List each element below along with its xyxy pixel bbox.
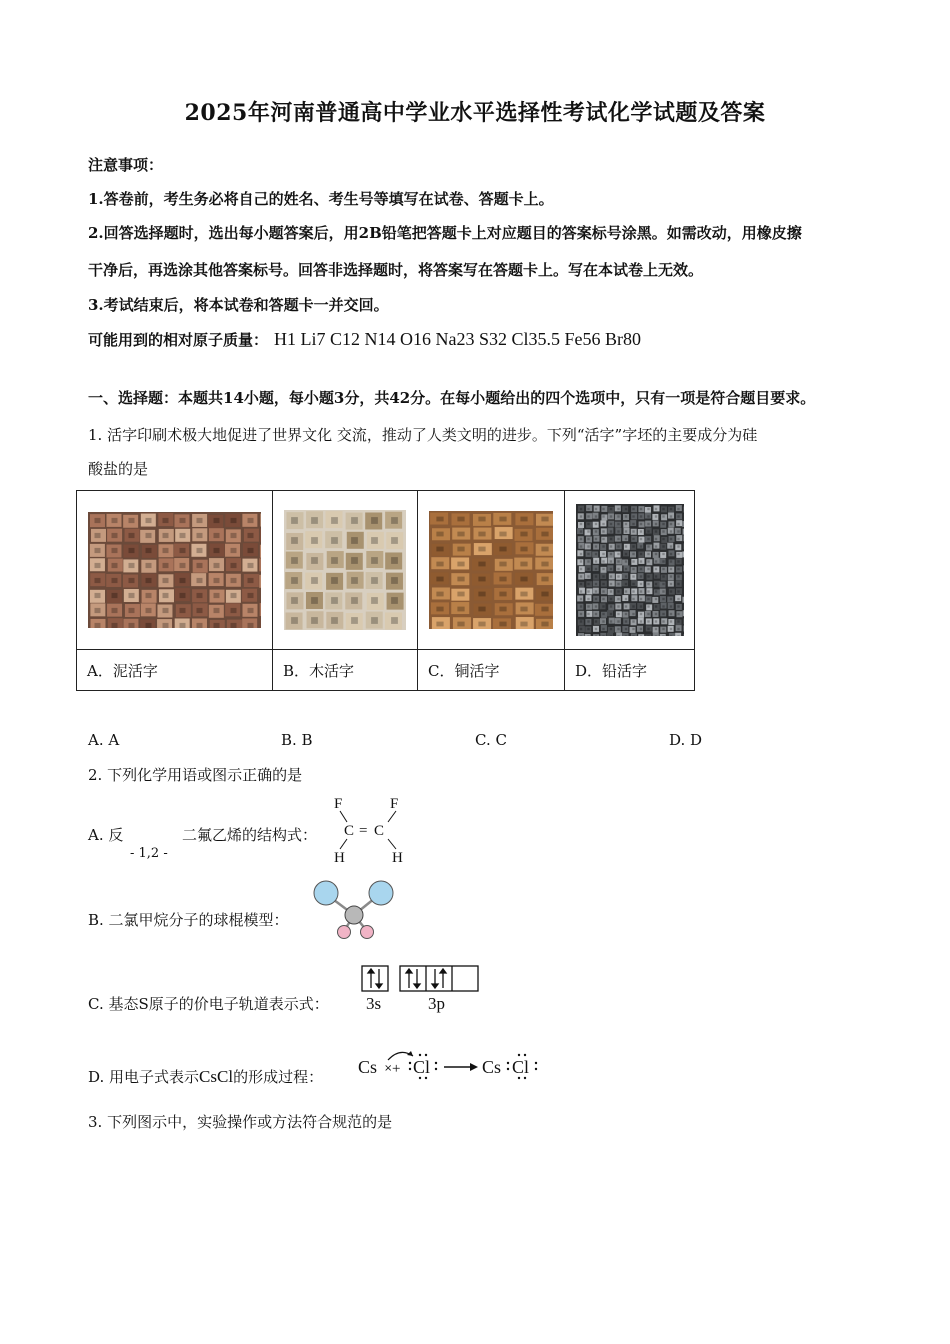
q1-stem-line1: 1. 活字印刷术极大地促进了世界文化 交流，推动了人类文明的进步。下列“活字”字坯的主要成分为硅 — [88, 426, 758, 444]
notice-item-3: 3.考试结束后，将本试卷和答题卡一并交回。 — [88, 296, 389, 314]
option-d-image-cell — [565, 491, 695, 650]
notice-item-2: 2.回答选择题时，选出每小题答案后，用2B铅笔把答题卡上对应题目的答案标号涂黑。如需改动，用橡皮擦 — [88, 224, 802, 242]
plus-sign: + — [392, 1061, 401, 1077]
atom-h-right: H — [392, 850, 403, 866]
right-cs: Cs — [482, 1057, 502, 1077]
q2-option-a-prefix: A. 反 — [88, 826, 124, 844]
atom-c-left: C — [344, 823, 355, 839]
choice-a[interactable]: A. A — [88, 731, 120, 749]
q2-option-d — [88, 1066, 323, 1087]
atom-f-right: F — [390, 796, 399, 812]
cl-atom-left — [314, 881, 338, 905]
notice-heading: 注意事项： — [88, 156, 164, 174]
h-atom-left — [338, 926, 351, 939]
option-b-image-cell — [273, 491, 418, 650]
atomic-masses-label: 可能用到的相对原子质量： — [88, 331, 269, 349]
q2-option-d-formula: CsCl — [199, 1067, 234, 1086]
option-c-image-cell — [418, 491, 565, 650]
section-heading: 一、选择题：本题共14小题，每小题3分，共42分。在每小题给出的四个选项中，只有一项是符合题目要求。 — [88, 389, 816, 407]
wood-type-image — [284, 510, 406, 630]
choice-b[interactable]: B. B — [281, 731, 313, 749]
left-cs: Cs — [358, 1057, 378, 1077]
orbital-label-3s: 3s — [366, 994, 382, 1013]
sulfur-orbital-diagram — [360, 964, 484, 1016]
difluoroethene-structure — [326, 792, 416, 868]
orbital-label-3p: 3p — [428, 994, 445, 1013]
q3-stem: 3. 下列图示中，实验操作或方法符合规范的是 — [88, 1113, 393, 1131]
q2-option-d-prefix: D. 用电子式表示 — [88, 1068, 200, 1086]
copper-type-image — [429, 511, 553, 629]
q1-stem-line2: 酸盐的是 — [88, 460, 149, 478]
cl-atom-right — [369, 881, 393, 905]
atom-f-left: F — [334, 796, 343, 812]
atom-c-right: C — [374, 823, 385, 839]
q2-option-b-text: B. 二氯甲烷分子的球棍模型： — [88, 911, 289, 929]
option-c-label: C．铜活字 — [418, 650, 565, 691]
dichloromethane-ball-stick-model — [310, 878, 400, 942]
lead-type-image — [576, 504, 684, 636]
atomic-masses-values: H1 Li7 C12 N14 O16 Na23 S32 Cl35.5 Fe56 Br80 — [274, 329, 642, 349]
cscl-formation-diagram — [356, 1046, 542, 1086]
q2-option-a-sub: - 1,2 - — [130, 846, 168, 861]
h-atom-right — [361, 926, 374, 939]
q2-option-c-text: C. 基态S原子的价电子轨道表示式： — [88, 995, 329, 1013]
clay-type-image — [88, 512, 261, 628]
q2-stem: 2. 下列化学用语或图示正确的是 — [88, 766, 303, 784]
atomic-masses — [88, 329, 878, 350]
notice-item-1: 1.答卷前，考生务必将自己的姓名、考生号等填写在试卷、答题卡上。 — [88, 190, 554, 208]
notice-item-2-cont: 干净后，再选涂其他答案标号。回答非选择题时，将答案写在答题卡上。写在本试卷上无效。 — [88, 261, 704, 279]
page-title: 2025年河南普通高中学业水平选择性考试化学试题及答案 — [184, 100, 766, 126]
option-a-image-cell — [77, 491, 273, 650]
option-a-label: A．泥活字 — [77, 650, 273, 691]
svg-text:×: × — [384, 1063, 393, 1074]
c-atom — [345, 906, 363, 924]
option-d-label: D．铅活字 — [565, 650, 695, 691]
right-cl: Cl — [512, 1057, 530, 1077]
atom-h-left: H — [334, 850, 345, 866]
q2-option-a-text: 二氟乙烯的结构式： — [182, 826, 318, 844]
left-cl: Cl — [413, 1057, 431, 1077]
choice-c[interactable]: C. C — [475, 731, 507, 749]
q1-options-table — [76, 490, 695, 691]
q2-option-d-suffix: 的形成过程： — [233, 1068, 324, 1086]
double-bond: = — [359, 823, 368, 839]
option-b-label: B．木活字 — [273, 650, 418, 691]
choice-d[interactable]: D. D — [669, 731, 703, 749]
